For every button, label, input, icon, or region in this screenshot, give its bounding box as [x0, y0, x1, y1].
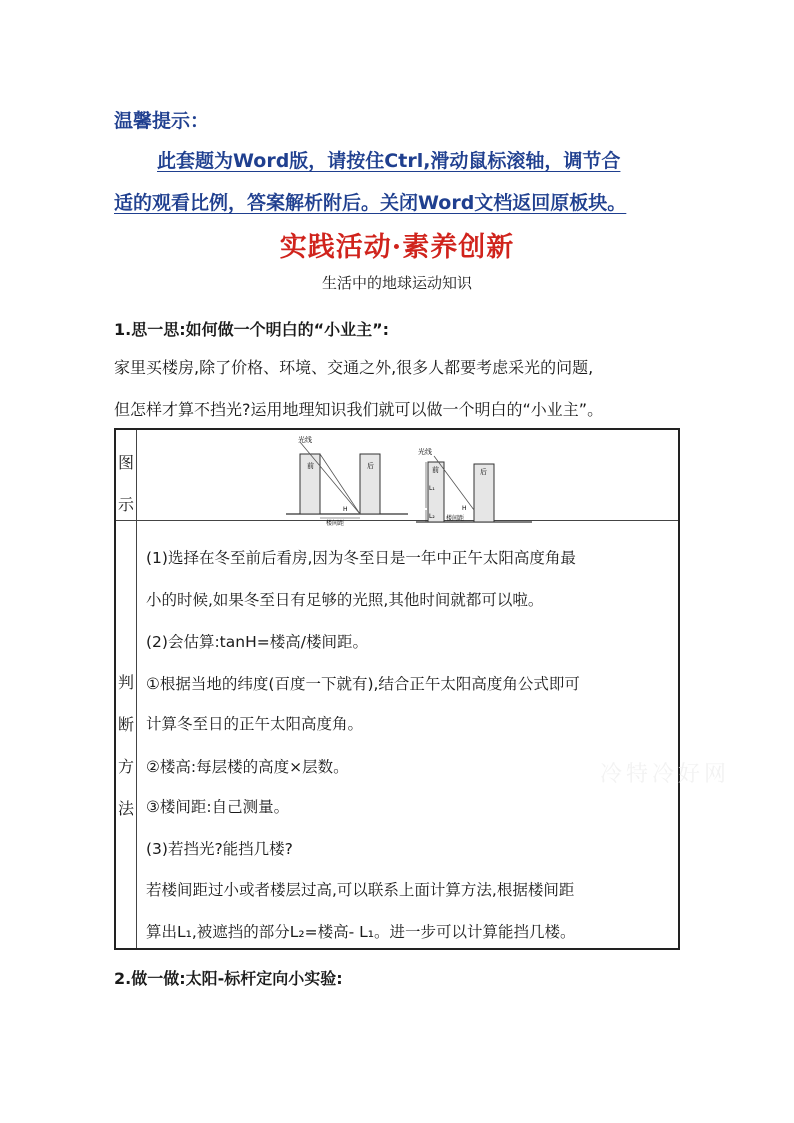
l2-label: L₂ [429, 513, 435, 520]
light-label: 光线 [418, 448, 432, 456]
method-line: (2)会估算:tanH=楼高/楼间距。 [146, 633, 368, 651]
tip-title: 温馨提示： [114, 110, 210, 132]
table-row-divider [116, 520, 678, 521]
front-label: 前 [432, 466, 439, 474]
method-line: (3)若挡光?能挡几楼? [146, 840, 293, 858]
l1-label: L₁ [429, 485, 435, 492]
row1-label-char: 图 [117, 453, 134, 472]
angle-label: H [343, 506, 348, 513]
method-line: ③楼间距:自己测量。 [146, 798, 290, 816]
row2-label-char: 法 [117, 799, 134, 818]
light-ray [320, 454, 360, 514]
method-table [114, 428, 680, 950]
watermark: 冷特冷好网 [600, 762, 731, 787]
tip-line-2: 适的观看比例，答案解析附后。关闭Word文档返回原板块。 [114, 192, 627, 214]
method-line: 小的时候,如果冬至日有足够的光照,其他时间就都可以啦。 [146, 591, 544, 609]
row2-label-char: 方 [117, 757, 134, 776]
light-label: 光线 [298, 436, 312, 444]
diagram-simple [286, 435, 408, 527]
method-line: ①根据当地的纬度(百度一下就有),结合正午太阳高度角公式即可 [146, 675, 580, 693]
table-column-divider [136, 430, 137, 948]
distance-label: 楼间距 [326, 520, 345, 527]
paragraph-line-1: 家里买楼房,除了价格、环境、交通之外,很多人都要考虑采光的问题, [114, 358, 594, 377]
front-label: 前 [307, 462, 314, 470]
building-shadow-diagram [286, 434, 536, 527]
subtitle: 生活中的地球运动知识 [321, 274, 472, 292]
method-line: 若楼间距过小或者楼层过高,可以联系上面计算方法,根据楼间距 [146, 881, 575, 899]
method-line: ②楼高:每层楼的高度×层数。 [146, 758, 349, 776]
method-line: 计算冬至日的正午太阳高度角。 [146, 715, 364, 733]
row2-label-char: 断 [117, 715, 134, 734]
paragraph-line-2: 但怎样才算不挡光?运用地理知识我们就可以做一个明白的“小业主”。 [114, 400, 604, 419]
question-2-heading: 2.做一做:太阳-标杆定向小实验: [114, 969, 343, 988]
tip-line-1: 此套题为Word版，请按住Ctrl,滑动鼠标滚轴，调节合 [157, 150, 621, 172]
diagram-blocked [416, 447, 532, 522]
back-label: 后 [480, 468, 487, 476]
method-line: 算出L₁,被遮挡的部分L₂=楼高- L₁。进一步可以计算能挡几楼。 [146, 923, 576, 941]
method-line: (1)选择在冬至前后看房,因为冬至日是一年中正午太阳高度角最 [146, 549, 576, 567]
distance-label: 楼间距 [446, 515, 465, 522]
row2-label-char: 判 [117, 673, 134, 692]
angle-label: H [462, 505, 467, 512]
question-1-heading: 1.思一思:如何做一个明白的“小业主”: [114, 320, 390, 339]
section-title: 实践活动·素养创新 [279, 232, 515, 263]
row1-label-char: 示 [117, 495, 134, 514]
back-label: 后 [367, 462, 374, 470]
